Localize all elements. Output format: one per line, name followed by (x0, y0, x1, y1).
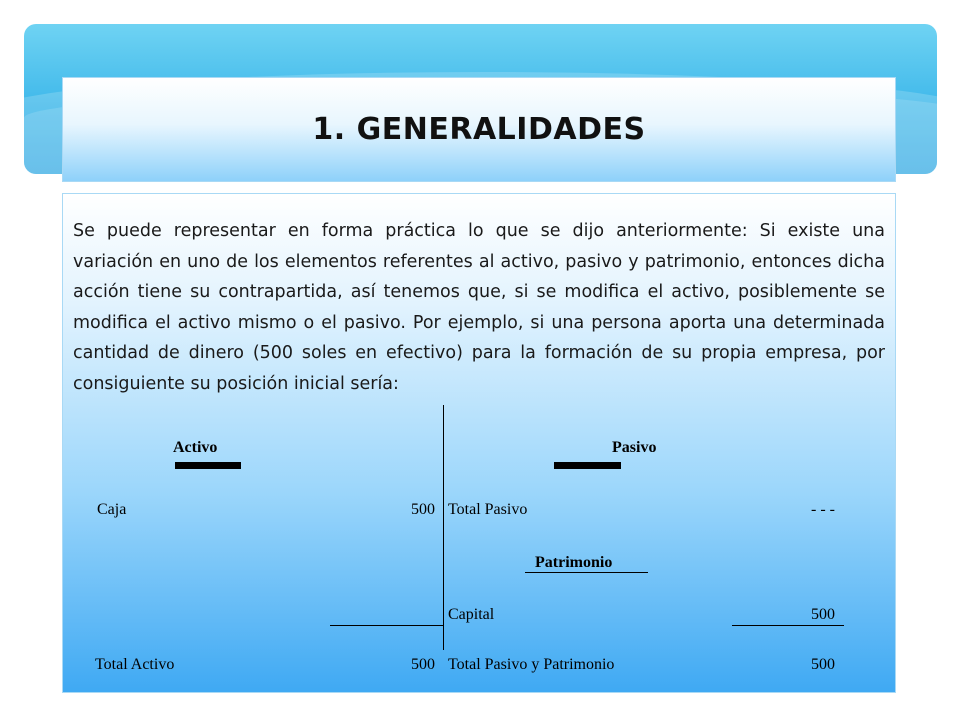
patrimonio-header: Patrimonio (535, 554, 613, 571)
caja-value: 500 (411, 501, 435, 518)
pasivo-underline (554, 462, 621, 469)
activo-header: Activo (173, 439, 218, 456)
capital-value: 500 (811, 606, 835, 623)
caja-label: Caja (97, 501, 127, 518)
body-paragraph: Se puede representar en forma práctica lo que se dijo anteriormente: Si existe una variación en uno de los elementos referentes al activo, pasivo y patrimonio, entonces dicha acción tiene su contrapartida, así tenemos que, si se modifica el activo, posiblemente se modifica el activo mismo o el pasivo. Por ejemplo, si una persona aporta una determinada cantidad de dinero (500 soles en efectivo) para la formación de su propia empresa, por consiguiente su posición inicial sería: (73, 221, 885, 394)
capital-subtotal-line (732, 625, 844, 626)
activo-subtotal-line (330, 625, 443, 626)
pasivo-header: Pasivo (612, 439, 657, 456)
total-pasivo-patrimonio-value: 500 (811, 656, 835, 673)
t-account-divider (443, 405, 444, 650)
capital-label: Capital (448, 606, 495, 623)
slide-title: 1. GENERALIDADES (312, 112, 646, 147)
activo-underline (175, 462, 241, 469)
total-activo-value: 500 (411, 656, 435, 673)
title-box (62, 77, 896, 182)
total-pasivo-patrimonio-label: Total Pasivo y Patrimonio (448, 656, 615, 673)
total-pasivo-label: Total Pasivo (448, 501, 528, 518)
patrimonio-underline (525, 572, 648, 573)
total-activo-label: Total Activo (95, 656, 175, 673)
total-pasivo-value: - - - (811, 501, 835, 518)
